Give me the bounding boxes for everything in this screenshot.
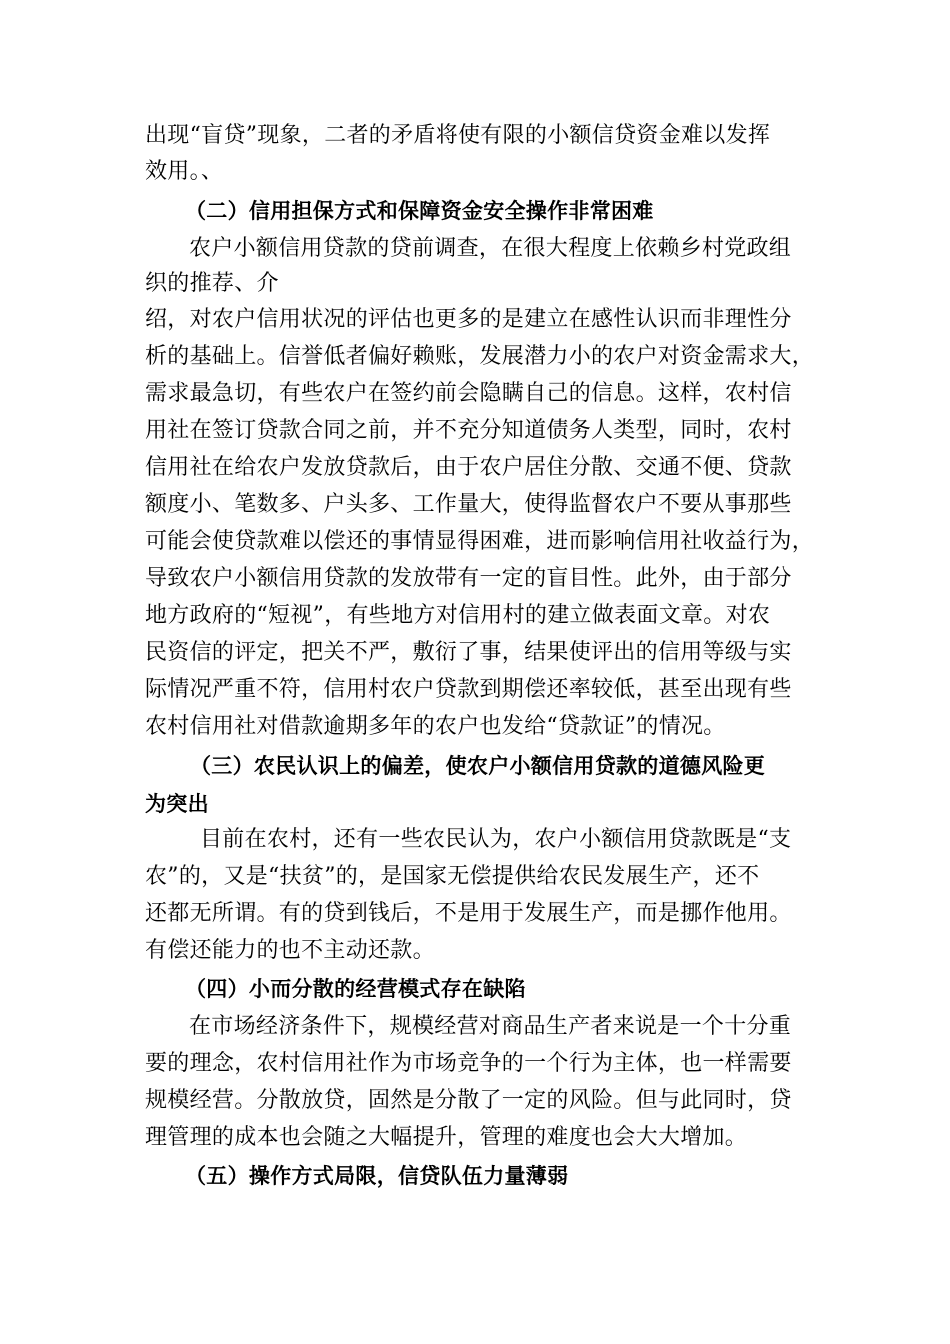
paragraph-line: 目前在农村，还有一些农民认为，农户小额信用贷款既是“支 <box>200 827 792 852</box>
paragraph-line: 地方政府的“短视”，有些地方对信用村的建立做表面文章。对农 <box>145 603 771 628</box>
paragraph-line: 际情况严重不符，信用村农户贷款到期偿还率较低，甚至出现有些 <box>145 677 792 702</box>
paragraph-line: 导致农户小额信用贷款的发放带有一定的盲目性。此外，由于部分 <box>145 566 792 591</box>
paragraph-line: 用社在签订贷款合同之前，并不充分知道债务人类型，同时，农村 <box>145 418 792 443</box>
paragraph-line: 绍，对农户信用状况的评估也更多的是建立在感性认识而非理性分 <box>145 307 792 332</box>
paragraph-line: 农村信用社对借款逾期多年的农户也发给“贷款证”的情况。 <box>145 714 726 739</box>
paragraph-line: 理管理的成本也会随之大幅提升，管理的难度也会大大增加。 <box>145 1125 748 1150</box>
paragraph-line: 效用。、 <box>145 159 224 184</box>
section-heading: （二）信用担保方式和保障资金安全操作非常困难 <box>185 199 654 223</box>
paragraph-line: 析的基础上。信誉低者偏好赖账，发展潜力小的农户对资金需求大， <box>145 344 815 369</box>
paragraph-line: 农户小额信用贷款的贷前调查，在很大程度上依赖乡村党政组 <box>189 236 792 261</box>
paragraph-line: 额度小、笔数多、户头多、工作量大，使得监督农户不要从事那些 <box>145 492 792 517</box>
paragraph-line: 信用社在给农户发放贷款后，由于农户居住分散、交通不便、贷款 <box>145 455 792 480</box>
section-heading: 为突出 <box>145 792 209 816</box>
paragraph-line: 民资信的评定，把关不严，敷衍了事，结果使评出的信用等级与实 <box>145 640 792 665</box>
paragraph-line: 出现“盲贷”现象，二者的矛盾将使有限的小额信贷资金难以发挥 <box>145 123 771 148</box>
section-heading: （四）小而分散的经营模式存在缺陷 <box>185 977 526 1001</box>
paragraph-line: 需求最急切，有些农户在签约前会隐瞒自己的信息。这样，农村信 <box>145 381 792 406</box>
paragraph-line: 农”的，又是“扶贫”的，是国家无偿提供给农民发展生产，还不 <box>145 864 760 889</box>
paragraph-line: 织的推荐、介 <box>145 271 279 296</box>
section-heading: （三）农民认识上的偏差，使农户小额信用贷款的道德风险更 <box>190 754 766 778</box>
paragraph-line: 有偿还能力的也不主动还款。 <box>145 938 435 963</box>
paragraph-line: 在市场经济条件下，规模经营对商品生产者来说是一个十分重 <box>189 1014 792 1039</box>
paragraph-line: 规模经营。分散放贷，固然是分散了一定的风险。但与此同时，贷 <box>145 1088 792 1113</box>
paragraph-line: 要的理念，农村信用社作为市场竞争的一个行为主体，也一样需要 <box>145 1051 792 1076</box>
section-heading: （五）操作方式局限，信贷队伍力量薄弱 <box>185 1164 569 1188</box>
paragraph-line: 还都无所谓。有的贷到钱后，不是用于发展生产，而是挪作他用。 <box>145 901 792 926</box>
paragraph-line: 可能会使贷款难以偿还的事情显得困难，进而影响信用社收益行为， <box>145 529 815 554</box>
